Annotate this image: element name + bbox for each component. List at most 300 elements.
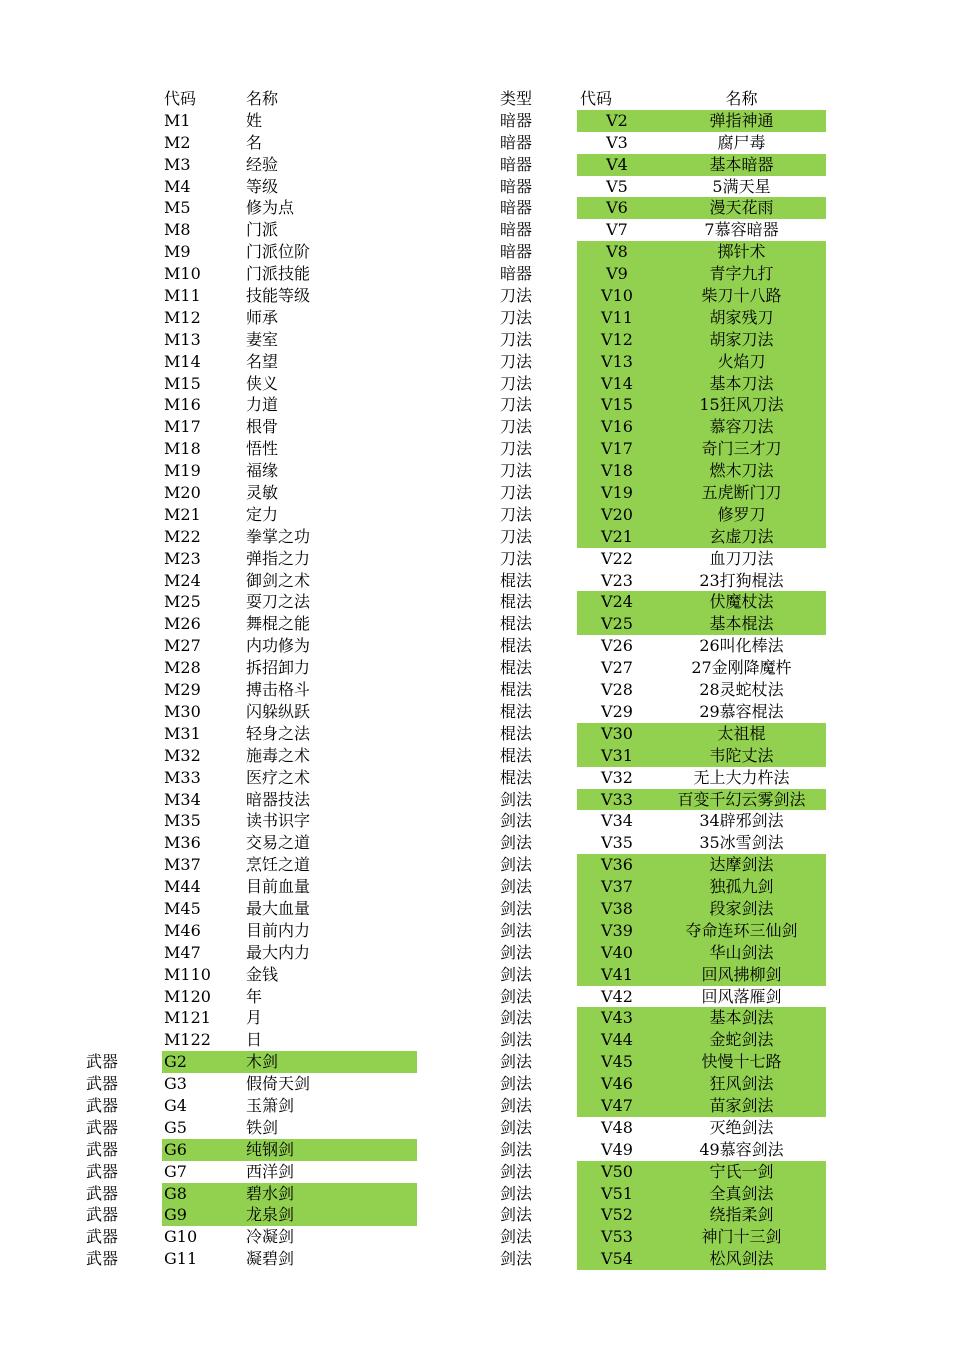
code-cell[interactable]: V34 (601, 811, 633, 831)
type-cell[interactable]: 剑法 (500, 1205, 533, 1225)
name-cell[interactable]: 纯钢剑 (246, 1139, 295, 1159)
name-cell[interactable]: 基本棍法 (709, 614, 774, 634)
code-cell[interactable]: M47 (164, 942, 201, 962)
name-cell[interactable]: 达摩剑法 (709, 855, 774, 875)
name-cell[interactable]: 35冰雪剑法 (699, 833, 784, 853)
name-cell[interactable]: 慕容刀法 (709, 417, 774, 437)
type-cell[interactable]: 暗器 (500, 220, 533, 240)
code-cell[interactable]: V4 (606, 154, 628, 174)
name-cell[interactable]: 柴刀十八路 (701, 286, 782, 306)
name-cell[interactable]: 交易之道 (246, 833, 311, 853)
header-code[interactable]: 代码 (164, 89, 197, 108)
type-cell[interactable]: 武器 (86, 1095, 119, 1115)
name-cell[interactable]: 内功修为 (246, 636, 311, 656)
type-cell[interactable]: 武器 (86, 1117, 119, 1137)
code-cell[interactable]: V2 (606, 110, 628, 130)
code-cell[interactable]: G7 (164, 1161, 187, 1181)
type-cell[interactable] (86, 570, 160, 592)
code-cell[interactable]: M20 (164, 483, 201, 503)
type-cell[interactable]: 剑法 (500, 1074, 533, 1094)
type-cell[interactable]: 刀法 (500, 395, 533, 415)
type-cell[interactable] (86, 591, 160, 613)
code-cell[interactable]: V3 (606, 132, 628, 152)
type-cell[interactable]: 刀法 (500, 504, 533, 524)
name-cell[interactable]: 基本剑法 (709, 1008, 774, 1028)
name-cell[interactable]: 玄虚刀法 (709, 526, 774, 546)
code-cell[interactable]: G11 (164, 1249, 198, 1269)
type-cell[interactable]: 剑法 (500, 1161, 533, 1181)
type-cell[interactable]: 刀法 (500, 548, 533, 568)
name-cell[interactable]: 玉箫剑 (246, 1095, 295, 1115)
code-cell[interactable]: V46 (601, 1074, 633, 1094)
type-cell[interactable]: 刀法 (500, 526, 533, 546)
name-cell[interactable]: 悟性 (246, 439, 279, 459)
code-cell[interactable]: V54 (601, 1249, 633, 1269)
type-cell[interactable] (86, 394, 160, 416)
type-cell[interactable]: 武器 (86, 1052, 119, 1072)
code-cell[interactable]: M28 (164, 658, 201, 678)
type-cell[interactable] (86, 876, 160, 898)
code-cell[interactable]: M26 (164, 614, 201, 634)
name-cell[interactable]: 夺命连环三仙剑 (685, 920, 798, 940)
type-cell[interactable]: 刀法 (500, 307, 533, 327)
name-cell[interactable]: 目前血量 (246, 877, 311, 897)
code-cell[interactable]: M34 (164, 789, 201, 809)
code-cell[interactable]: M11 (164, 286, 201, 306)
code-cell[interactable]: V36 (601, 855, 633, 875)
type-cell[interactable]: 剑法 (500, 855, 533, 875)
code-cell[interactable]: V28 (601, 680, 633, 700)
code-cell[interactable]: V26 (601, 636, 633, 656)
code-cell[interactable]: M21 (164, 504, 201, 524)
code-cell[interactable]: M45 (164, 898, 201, 918)
name-cell[interactable]: 血刀刀法 (709, 548, 774, 568)
name-cell[interactable]: 灵敏 (246, 483, 279, 503)
type-cell[interactable] (86, 373, 160, 395)
code-cell[interactable]: M3 (164, 154, 191, 174)
name-cell[interactable]: 龙泉剑 (246, 1205, 295, 1225)
type-cell[interactable] (86, 460, 160, 482)
code-cell[interactable]: V32 (601, 767, 633, 787)
code-cell[interactable]: V49 (601, 1139, 633, 1159)
type-cell[interactable] (86, 329, 160, 351)
name-cell[interactable]: 名 (246, 132, 263, 152)
type-cell[interactable] (86, 767, 160, 789)
type-cell[interactable]: 剑法 (500, 789, 533, 809)
type-cell[interactable]: 刀法 (500, 439, 533, 459)
type-cell[interactable]: 棍法 (500, 592, 533, 612)
type-cell[interactable] (86, 942, 160, 964)
type-cell[interactable] (86, 241, 160, 263)
code-cell[interactable]: M24 (164, 570, 201, 590)
type-cell[interactable] (86, 416, 160, 438)
type-cell[interactable] (86, 723, 160, 745)
type-cell[interactable]: 武器 (86, 1183, 119, 1203)
type-cell[interactable] (86, 154, 160, 176)
name-cell[interactable]: 韦陀丈法 (709, 745, 774, 765)
code-cell[interactable]: V13 (601, 351, 633, 371)
code-cell[interactable]: V35 (601, 833, 633, 853)
type-cell[interactable] (86, 351, 160, 373)
code-cell[interactable]: V33 (601, 789, 633, 809)
code-cell[interactable]: V10 (601, 286, 633, 306)
name-cell[interactable]: 拆招卸力 (246, 658, 311, 678)
type-cell[interactable]: 剑法 (500, 877, 533, 897)
type-cell[interactable] (86, 307, 160, 329)
name-cell[interactable]: 门派 (246, 220, 279, 240)
type-cell[interactable]: 剑法 (500, 811, 533, 831)
name-cell[interactable]: 木剑 (246, 1052, 279, 1072)
name-cell[interactable]: 伏魔杖法 (709, 592, 774, 612)
code-cell[interactable]: M29 (164, 680, 201, 700)
header-code[interactable]: 代码 (580, 89, 613, 108)
name-cell[interactable]: 定力 (246, 504, 279, 524)
type-cell[interactable]: 剑法 (500, 1183, 533, 1203)
name-cell[interactable]: 15狂风刀法 (699, 395, 784, 415)
type-cell[interactable] (86, 920, 160, 942)
name-cell[interactable]: 烹饪之道 (246, 855, 311, 875)
name-cell[interactable]: 无上大力杵法 (693, 767, 790, 787)
code-cell[interactable]: V22 (601, 548, 633, 568)
type-cell[interactable] (86, 438, 160, 460)
code-cell[interactable]: V37 (601, 877, 633, 897)
code-cell[interactable]: V29 (601, 701, 633, 721)
name-cell[interactable]: 最大内力 (246, 942, 311, 962)
type-cell[interactable]: 武器 (86, 1074, 119, 1094)
code-cell[interactable]: M12 (164, 307, 201, 327)
type-cell[interactable]: 棍法 (500, 636, 533, 656)
name-cell[interactable]: 门派技能 (246, 264, 311, 284)
name-cell[interactable]: 医疗之术 (246, 767, 311, 787)
code-cell[interactable]: V24 (601, 592, 633, 612)
type-cell[interactable]: 剑法 (500, 986, 533, 1006)
name-cell[interactable]: 日 (246, 1030, 263, 1050)
code-cell[interactable]: M23 (164, 548, 201, 568)
type-cell[interactable]: 武器 (86, 1227, 119, 1247)
name-cell[interactable]: 耍刀之法 (246, 592, 311, 612)
header-name[interactable]: 名称 (725, 89, 758, 108)
code-cell[interactable]: V9 (606, 264, 628, 284)
code-cell[interactable]: M32 (164, 745, 201, 765)
name-cell[interactable]: 基本暗器 (709, 154, 774, 174)
code-cell[interactable]: V17 (601, 439, 633, 459)
code-cell[interactable]: V20 (601, 504, 633, 524)
code-cell[interactable]: M37 (164, 855, 201, 875)
code-cell[interactable]: V31 (601, 745, 633, 765)
code-cell[interactable]: M4 (164, 176, 191, 196)
type-cell[interactable]: 刀法 (500, 461, 533, 481)
name-cell[interactable]: 太祖棍 (717, 723, 766, 743)
code-cell[interactable]: M120 (164, 986, 211, 1006)
code-cell[interactable]: M5 (164, 198, 191, 218)
type-cell[interactable]: 剑法 (500, 920, 533, 940)
code-cell[interactable]: V27 (601, 658, 633, 678)
name-cell[interactable]: 腐尸毒 (717, 132, 766, 152)
code-cell[interactable]: V11 (601, 307, 633, 327)
name-cell[interactable]: 松风剑法 (709, 1249, 774, 1269)
type-cell[interactable]: 剑法 (500, 1030, 533, 1050)
code-cell[interactable]: V25 (601, 614, 633, 634)
type-cell[interactable]: 棍法 (500, 680, 533, 700)
name-cell[interactable]: 年 (246, 986, 263, 1006)
name-cell[interactable]: 轻身之法 (246, 723, 311, 743)
name-cell[interactable]: 铁剑 (246, 1117, 279, 1137)
type-cell[interactable] (86, 745, 160, 767)
code-cell[interactable]: M22 (164, 526, 201, 546)
type-cell[interactable]: 刀法 (500, 373, 533, 393)
type-cell[interactable] (86, 854, 160, 876)
name-cell[interactable]: 技能等级 (246, 286, 311, 306)
name-cell[interactable]: 27金刚降魔杵 (691, 658, 792, 678)
name-cell[interactable]: 26叫化棒法 (699, 636, 784, 656)
code-cell[interactable]: M10 (164, 264, 201, 284)
name-cell[interactable]: 全真剑法 (709, 1183, 774, 1203)
type-cell[interactable]: 棍法 (500, 658, 533, 678)
name-cell[interactable]: 暗器技法 (246, 789, 311, 809)
name-cell[interactable]: 目前内力 (246, 920, 311, 940)
type-cell[interactable]: 刀法 (500, 417, 533, 437)
type-cell[interactable] (86, 285, 160, 307)
name-cell[interactable]: 施毒之术 (246, 745, 311, 765)
name-cell[interactable]: 闪躲纵跃 (246, 701, 311, 721)
code-cell[interactable]: M121 (164, 1008, 211, 1028)
code-cell[interactable]: G6 (164, 1139, 187, 1159)
type-cell[interactable]: 暗器 (500, 242, 533, 262)
code-cell[interactable]: M1 (164, 110, 191, 130)
name-cell[interactable]: 最大血量 (246, 898, 311, 918)
code-cell[interactable]: V39 (601, 920, 633, 940)
name-cell[interactable]: 西洋剑 (246, 1161, 295, 1181)
name-cell[interactable]: 门派位阶 (246, 242, 311, 262)
name-cell[interactable]: 力道 (246, 395, 279, 415)
code-cell[interactable]: M46 (164, 920, 201, 940)
name-cell[interactable]: 胡家残刀 (709, 307, 774, 327)
code-cell[interactable]: V8 (606, 242, 628, 262)
code-cell[interactable]: M18 (164, 439, 201, 459)
code-cell[interactable]: V16 (601, 417, 633, 437)
type-cell[interactable] (86, 679, 160, 701)
name-cell[interactable]: 青字九打 (709, 264, 774, 284)
name-cell[interactable]: 经验 (246, 154, 279, 174)
type-cell[interactable]: 剑法 (500, 1227, 533, 1247)
type-cell[interactable]: 刀法 (500, 286, 533, 306)
code-cell[interactable]: V45 (601, 1052, 633, 1072)
name-cell[interactable]: 漫天花雨 (709, 198, 774, 218)
type-cell[interactable]: 刀法 (500, 329, 533, 349)
type-cell[interactable] (86, 482, 160, 504)
name-cell[interactable]: 神门十三剑 (701, 1227, 782, 1247)
code-cell[interactable]: G5 (164, 1117, 187, 1137)
name-cell[interactable]: 等级 (246, 176, 279, 196)
code-cell[interactable]: M35 (164, 811, 201, 831)
type-cell[interactable]: 剑法 (500, 1052, 533, 1072)
type-cell[interactable] (86, 986, 160, 1008)
name-cell[interactable]: 舞棍之能 (246, 614, 311, 634)
name-cell[interactable]: 28灵蛇杖法 (699, 680, 784, 700)
code-cell[interactable]: G9 (164, 1205, 187, 1225)
header-type[interactable]: 类型 (500, 89, 533, 108)
code-cell[interactable]: V30 (601, 723, 633, 743)
type-cell[interactable] (86, 132, 160, 154)
name-cell[interactable]: 狂风剑法 (709, 1074, 774, 1094)
type-cell[interactable]: 棍法 (500, 723, 533, 743)
type-cell[interactable]: 暗器 (500, 154, 533, 174)
name-cell[interactable]: 29慕容棍法 (699, 701, 784, 721)
name-cell[interactable]: 搏击格斗 (246, 680, 311, 700)
name-cell[interactable]: 侠义 (246, 373, 279, 393)
name-cell[interactable]: 49慕容剑法 (699, 1139, 784, 1159)
name-cell[interactable]: 段家剑法 (709, 898, 774, 918)
type-cell[interactable] (86, 548, 160, 570)
name-cell[interactable]: 绕指柔剑 (709, 1205, 774, 1225)
code-cell[interactable]: V48 (601, 1117, 633, 1137)
code-cell[interactable]: M2 (164, 132, 191, 152)
name-cell[interactable]: 基本刀法 (709, 373, 774, 393)
name-cell[interactable]: 修为点 (246, 198, 295, 218)
type-cell[interactable] (86, 1007, 160, 1029)
name-cell[interactable]: 五虎断门刀 (701, 483, 782, 503)
name-cell[interactable]: 34辟邪剑法 (699, 811, 784, 831)
code-cell[interactable]: V21 (601, 526, 633, 546)
type-cell[interactable]: 剑法 (500, 1139, 533, 1159)
type-cell[interactable] (86, 176, 160, 198)
name-cell[interactable]: 回风落雁剑 (701, 986, 782, 1006)
code-cell[interactable]: G8 (164, 1183, 187, 1203)
code-cell[interactable]: M17 (164, 417, 201, 437)
type-cell[interactable] (86, 197, 160, 219)
type-cell[interactable]: 剑法 (500, 1117, 533, 1137)
name-cell[interactable]: 燃木刀法 (709, 461, 774, 481)
name-cell[interactable]: 苗家剑法 (709, 1095, 774, 1115)
code-cell[interactable]: M19 (164, 461, 201, 481)
code-cell[interactable]: M30 (164, 701, 201, 721)
code-cell[interactable]: V38 (601, 898, 633, 918)
name-cell[interactable]: 胡家刀法 (709, 329, 774, 349)
name-cell[interactable]: 宁氏一剑 (709, 1161, 774, 1181)
type-cell[interactable] (86, 701, 160, 723)
code-cell[interactable]: V23 (601, 570, 633, 590)
name-cell[interactable]: 回风拂柳剑 (701, 964, 782, 984)
name-cell[interactable]: 师承 (246, 307, 279, 327)
name-cell[interactable]: 金蛇剑法 (709, 1030, 774, 1050)
type-cell[interactable]: 暗器 (500, 132, 533, 152)
name-cell[interactable]: 独孤九剑 (709, 877, 774, 897)
code-cell[interactable]: M25 (164, 592, 201, 612)
type-cell[interactable]: 武器 (86, 1249, 119, 1269)
name-cell[interactable]: 冷凝剑 (246, 1227, 295, 1247)
code-cell[interactable]: V51 (601, 1183, 633, 1203)
type-cell[interactable] (86, 263, 160, 285)
type-cell[interactable] (86, 635, 160, 657)
type-cell[interactable]: 棍法 (500, 701, 533, 721)
type-cell[interactable]: 剑法 (500, 833, 533, 853)
code-cell[interactable]: V15 (601, 395, 633, 415)
name-cell[interactable]: 名望 (246, 351, 279, 371)
name-cell[interactable]: 御剑之术 (246, 570, 311, 590)
code-cell[interactable]: V14 (601, 373, 633, 393)
name-cell[interactable]: 23打狗棍法 (699, 570, 784, 590)
code-cell[interactable]: V19 (601, 483, 633, 503)
type-cell[interactable] (86, 526, 160, 548)
name-cell[interactable]: 姓 (246, 110, 263, 130)
name-cell[interactable]: 华山剑法 (709, 942, 774, 962)
type-cell[interactable]: 武器 (86, 1139, 119, 1159)
code-cell[interactable]: M27 (164, 636, 201, 656)
name-cell[interactable]: 快慢十七路 (701, 1052, 782, 1072)
code-cell[interactable]: M8 (164, 220, 191, 240)
type-cell[interactable]: 剑法 (500, 1249, 533, 1269)
code-cell[interactable]: M15 (164, 373, 201, 393)
type-cell[interactable]: 暗器 (500, 176, 533, 196)
name-cell[interactable]: 拳掌之功 (246, 526, 311, 546)
type-cell[interactable]: 剑法 (500, 964, 533, 984)
type-cell[interactable]: 暗器 (500, 110, 533, 130)
name-cell[interactable]: 碧水剑 (246, 1183, 295, 1203)
code-cell[interactable]: V5 (606, 176, 628, 196)
code-cell[interactable]: V7 (606, 220, 628, 240)
code-cell[interactable]: V44 (601, 1030, 633, 1050)
code-cell[interactable]: G2 (164, 1052, 187, 1072)
code-cell[interactable]: M14 (164, 351, 201, 371)
type-cell[interactable]: 剑法 (500, 1008, 533, 1028)
type-cell[interactable]: 剑法 (500, 1095, 533, 1115)
type-cell[interactable]: 剑法 (500, 942, 533, 962)
type-cell[interactable]: 刀法 (500, 351, 533, 371)
code-cell[interactable]: M13 (164, 329, 201, 349)
name-cell[interactable]: 凝碧剑 (246, 1249, 295, 1269)
name-cell[interactable]: 7慕容暗器 (704, 220, 779, 240)
type-cell[interactable] (86, 789, 160, 811)
code-cell[interactable]: G10 (164, 1227, 198, 1247)
type-cell[interactable] (86, 964, 160, 986)
code-cell[interactable]: G4 (164, 1095, 187, 1115)
code-cell[interactable]: V18 (601, 461, 633, 481)
code-cell[interactable]: V50 (601, 1161, 633, 1181)
code-cell[interactable]: V12 (601, 329, 633, 349)
name-cell[interactable]: 读书识字 (246, 811, 311, 831)
type-cell[interactable]: 武器 (86, 1161, 119, 1181)
name-cell[interactable]: 百变千幻云雾剑法 (677, 789, 806, 809)
type-cell[interactable]: 武器 (86, 1205, 119, 1225)
type-cell[interactable] (86, 219, 160, 241)
type-cell[interactable] (86, 110, 160, 132)
name-cell[interactable]: 弹指神通 (709, 110, 774, 130)
code-cell[interactable]: V41 (601, 964, 633, 984)
name-cell[interactable]: 假倚天剑 (246, 1074, 311, 1094)
name-cell[interactable]: 月 (246, 1008, 263, 1028)
name-cell[interactable]: 掷针术 (717, 242, 766, 262)
type-cell[interactable]: 暗器 (500, 264, 533, 284)
name-cell[interactable]: 弹指之力 (246, 548, 311, 568)
name-cell[interactable]: 金钱 (246, 964, 279, 984)
code-cell[interactable]: M33 (164, 767, 201, 787)
code-cell[interactable]: M44 (164, 877, 201, 897)
name-cell[interactable]: 妻室 (246, 329, 279, 349)
code-cell[interactable]: V47 (601, 1095, 633, 1115)
code-cell[interactable]: V42 (601, 986, 633, 1006)
type-cell[interactable]: 剑法 (500, 898, 533, 918)
code-cell[interactable]: G3 (164, 1074, 187, 1094)
type-cell[interactable]: 棍法 (500, 614, 533, 634)
code-cell[interactable]: M31 (164, 723, 201, 743)
code-cell[interactable]: V53 (601, 1227, 633, 1247)
name-cell[interactable]: 奇门三才刀 (701, 439, 782, 459)
type-cell[interactable] (86, 657, 160, 679)
code-cell[interactable]: M110 (164, 964, 211, 984)
name-cell[interactable]: 火焰刀 (717, 351, 766, 371)
type-cell[interactable] (86, 832, 160, 854)
name-cell[interactable]: 5满天星 (712, 176, 771, 196)
